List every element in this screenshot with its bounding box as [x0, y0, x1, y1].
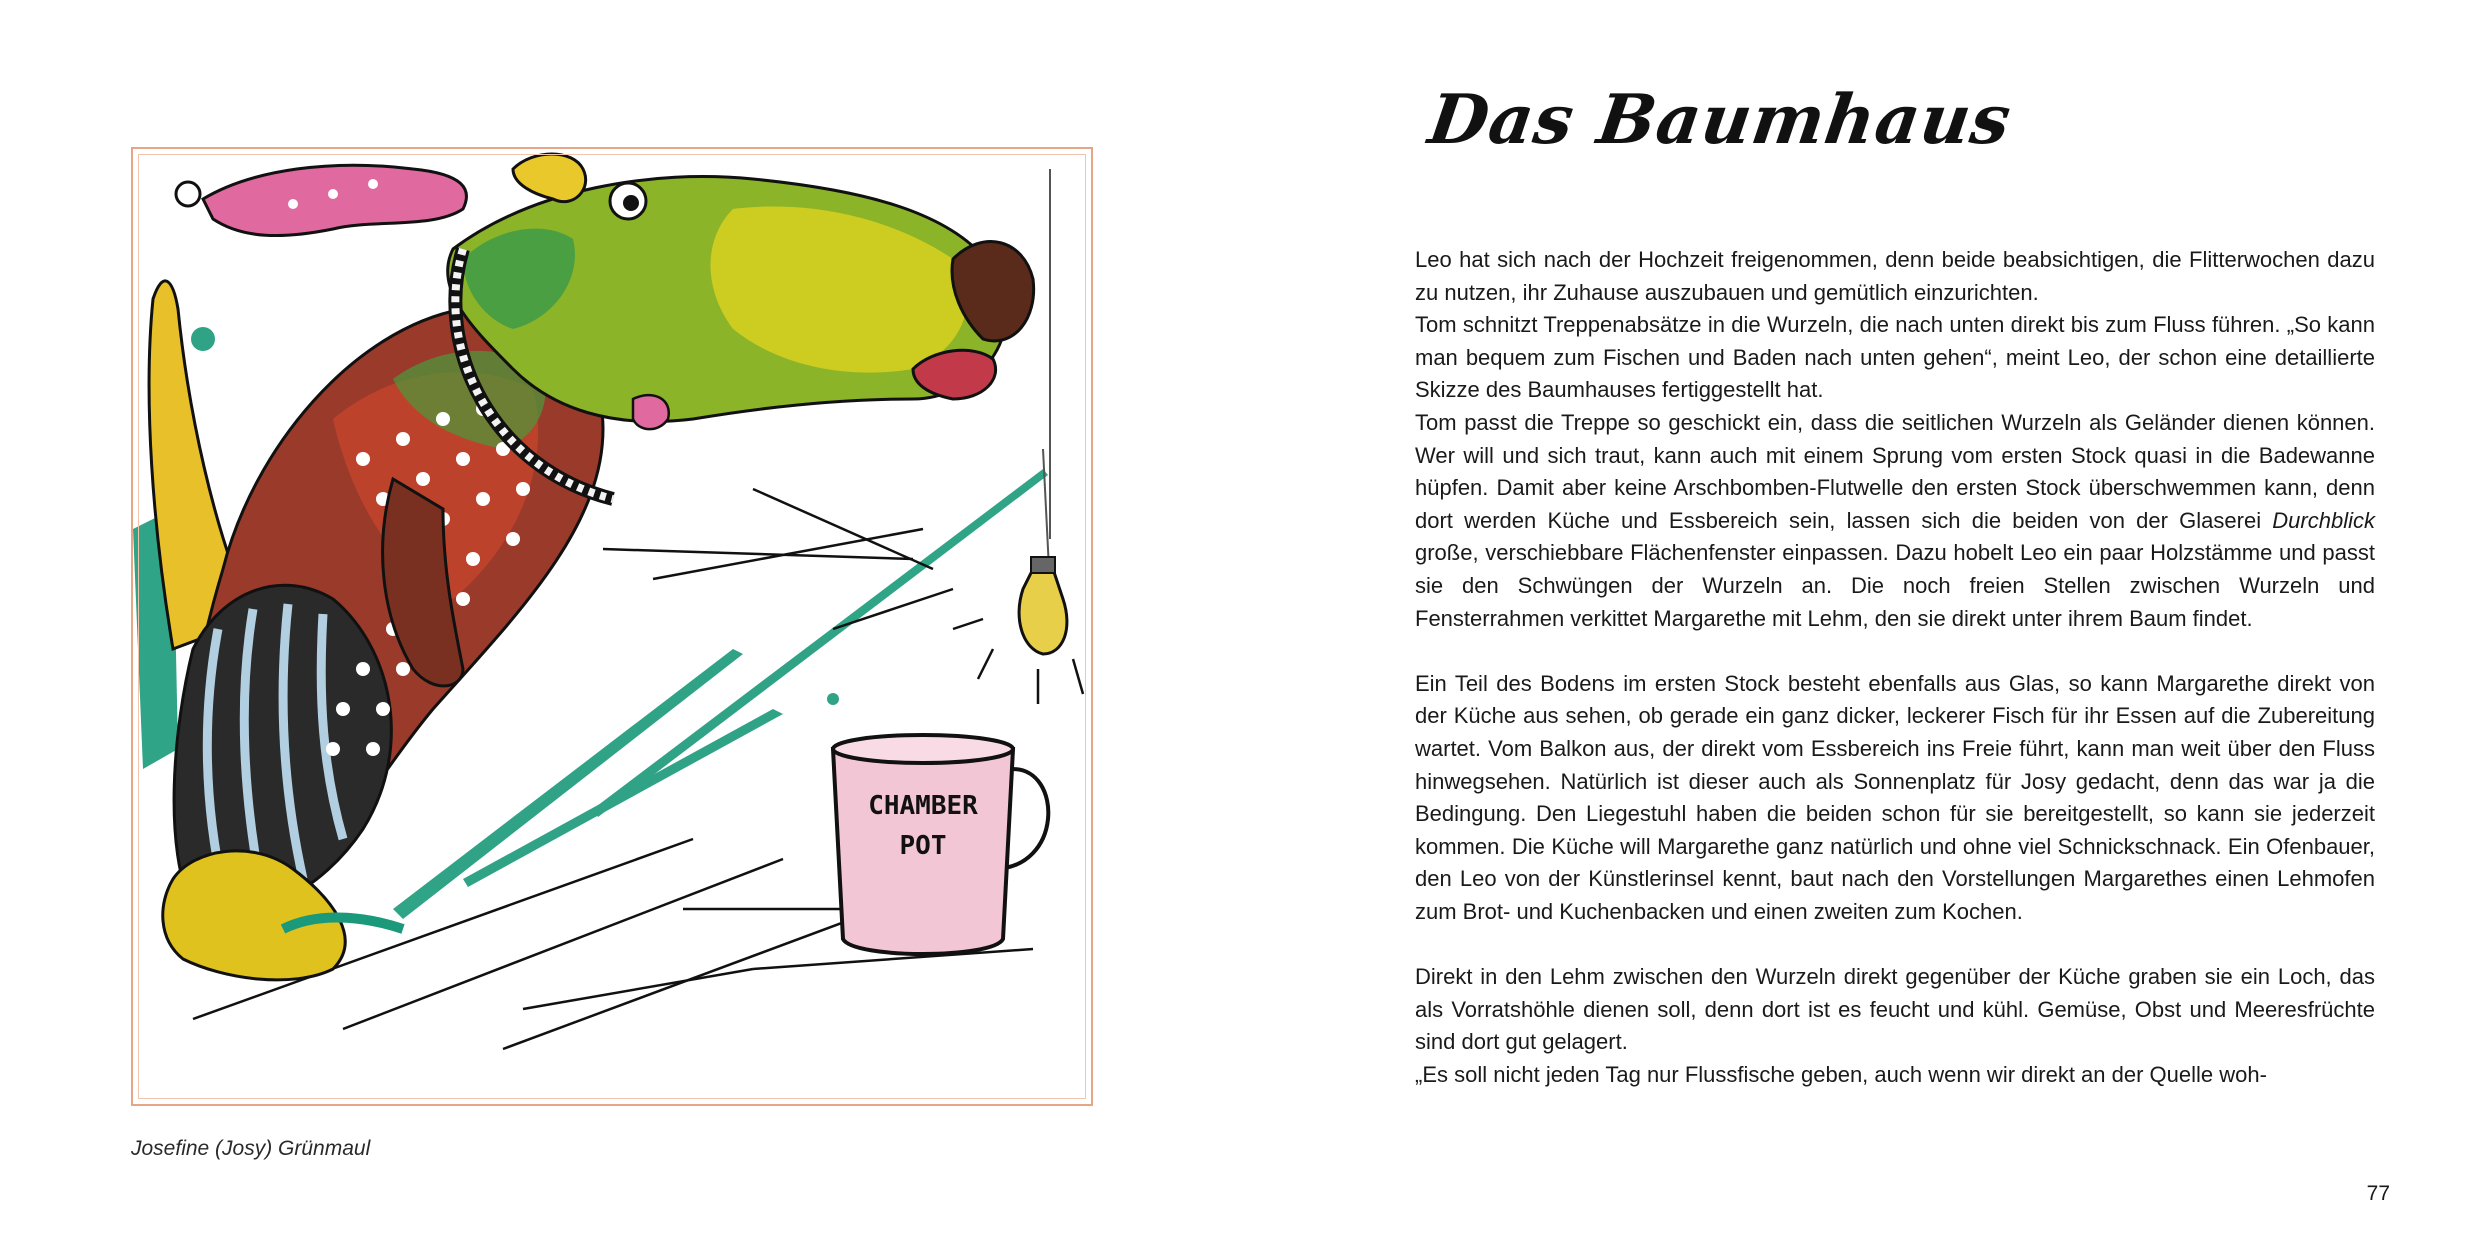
paragraph-text: Tom passt die Treppe so geschickt ein, dass die seitlichen Wurzeln als Geländer dienen können. Wer will und sich traut, kann auch mit einem Sprung vom ersten Stock quasi in die Badewanne hüpfen. Damit aber keine Arschbomben-Flutwelle den ersten Stock überschwemmen kann, denn dort werden Küche und Essbereich sein, lassen sich die beiden von der Glaserei — [1415, 409, 2375, 533]
creature-illustration — [133, 149, 1091, 1104]
chapter-title: Das Baumhaus — [1423, 80, 2017, 160]
paragraph: Tom schnitzt Treppenabsätze in die Wurzeln, die nach unten direkt bis zum Fluss führen. „So kann man bequem zum Fischen und Baden nach unten gehen“, meint Leo, der schon eine detaillierte Skizze des Baumhauses fertiggestellt hat. — [1415, 312, 2375, 403]
chamber-pot-mug — [833, 735, 1048, 954]
illustration — [131, 147, 1093, 1106]
right-page — [1240, 0, 2480, 1240]
mug-text-line1: CHAMBER — [868, 791, 978, 821]
paragraph — [1415, 407, 2375, 635]
light-bulb — [1019, 569, 1067, 654]
paragraph: Direkt in den Lehm zwischen den Wurzeln direkt gegenüber der Küche graben sie ein Loch, das als Vorratshöhle dienen soll, denn dort ist es feucht und kühl. Gemüse, Obst und Meeresfrüchte sind dort gut gelagert. — [1415, 964, 2375, 1055]
paragraph: Ein Teil des Bodens im ersten Stock besteht ebenfalls aus Glas, so kann Margarethe direkt von der Küche aus sehen, ob gerade ein ganz dicker, leckerer Fisch für ihr Essen auf die Zubereitung wartet. Vom Balkon aus, der direkt vom Essbereich ins Freie führt, kann man weit über den Fluss hinwegsehen. Natürlich ist dieser auch als Sonnenplatz für Josy gedacht, denn das war ja die Bedingung. Den Liegestuhl haben die beiden schon für sie bereitgestellt, so kann sie jederzeit kommen. Die Küche will Margarethe ganz natürlich und ohne viel Schnickschnack. Ein Ofenbauer, den Leo von der Künstlerinsel kennt, baut nach den Vorstellungen Margarethes einen Lehmofen zum Brot- und Kuchenbacken und einen zweiten zum Kochen. — [1415, 670, 2375, 924]
emphasis-durchblick: Durchblick — [2272, 507, 2375, 533]
paragraph-text: große, verschiebbare Flächenfenster einpassen. Dazu hobelt Leo ein paar Holzstämme und passt sie den Schwüngen der Wurzeln an. Die noch freien Stellen zwischen Wurzeln und Fensterrahmen verkittet Margarethe mit Lehm, den sie direkt unter ihrem Baum findet. — [1415, 540, 2375, 631]
pink-hat — [203, 165, 466, 235]
paragraph: Leo hat sich nach der Hochzeit freigenommen, denn beide beabsichtigen, die Flitterwochen dazu zu nutzen, ihr Zuhause auszubauen und gemütlich einzurichten. — [1415, 247, 2375, 305]
page-number: 77 — [2366, 1182, 2390, 1205]
mug-text-line2: POT — [899, 831, 947, 861]
body-text — [1415, 244, 2375, 1091]
paragraph: „Es soll nicht jeden Tag nur Flussfische geben, auch wenn wir direkt an der Quelle woh- — [1415, 1061, 2267, 1087]
illustration-caption: Josefine (Josy) Grünmaul — [131, 1137, 371, 1160]
